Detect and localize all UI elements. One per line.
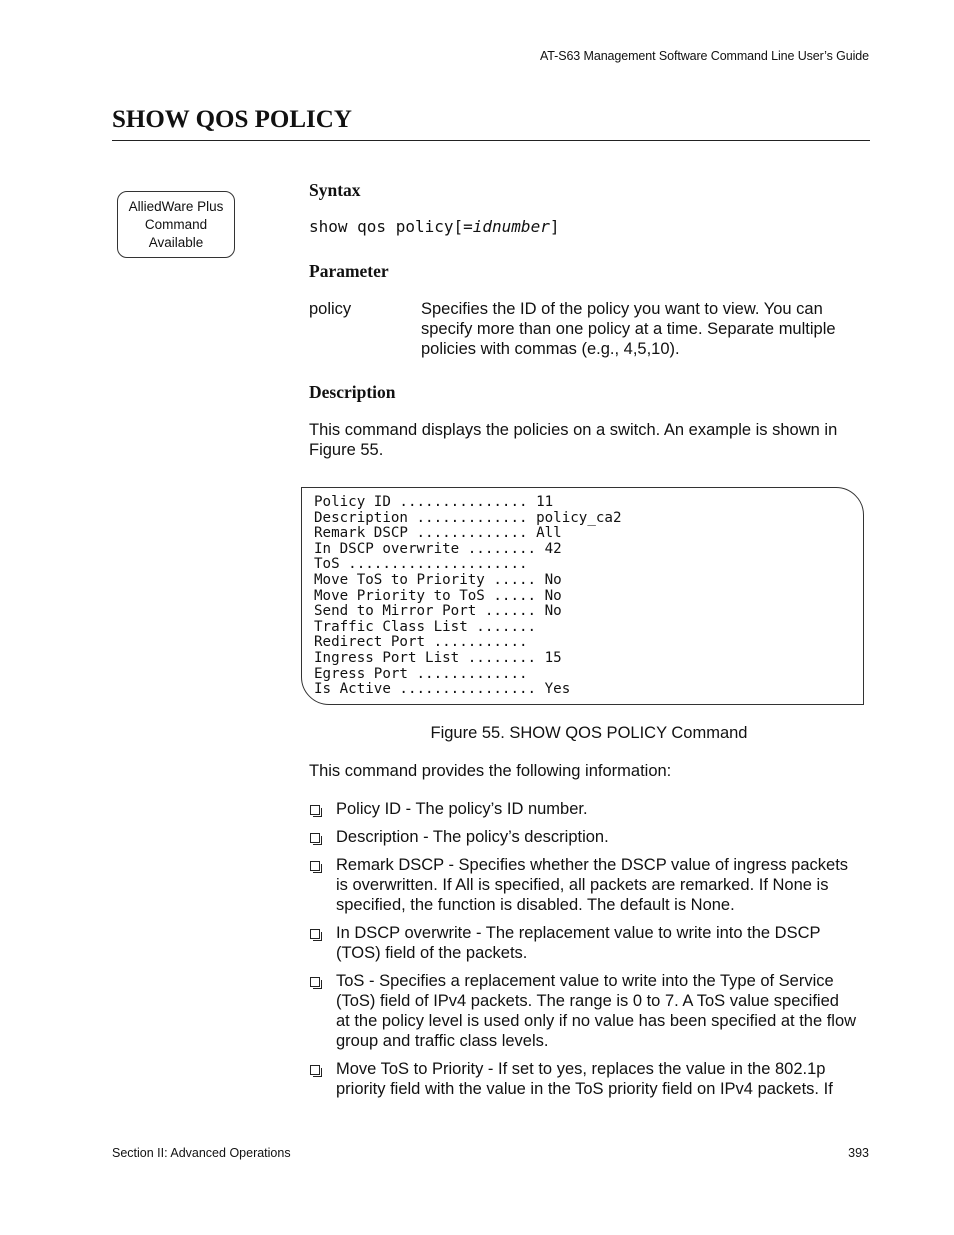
info-bullet	[309, 799, 869, 819]
output-line: Is Active ................ Yes	[314, 681, 571, 698]
output-line: Move ToS to Priority ..... No	[314, 571, 562, 588]
syntax-heading: Syntax	[309, 180, 361, 200]
bullet-line: Remark DSCP - Specifies whether the DSCP value of ingress packets	[336, 856, 849, 874]
example-output	[314, 495, 622, 698]
output-line: Egress Port .............	[314, 665, 528, 682]
output-line: Description ............. policy_ca2	[314, 509, 622, 526]
description-heading: Description	[309, 382, 396, 402]
alliedware-plus-badge	[117, 191, 235, 258]
bullet-line: is overwritten. If All is specified, all packets are remarked. If None is	[336, 876, 829, 894]
checkbox-bullet-icon	[310, 977, 320, 987]
output-line: In DSCP overwrite ........ 42	[314, 540, 562, 557]
parameter-description	[421, 299, 871, 359]
parameter-desc-line: policies with commas (e.g., 4,5,10).	[421, 340, 680, 358]
output-line: Redirect Port ...........	[314, 634, 528, 651]
figure-caption: Figure 55. SHOW QOS POLICY Command	[430, 724, 748, 742]
checkbox-bullet-icon	[310, 833, 320, 843]
bullet-line: (TOS) field of the packets.	[336, 944, 528, 962]
info-bullet	[309, 923, 869, 963]
info-bullet	[309, 1059, 869, 1099]
description-text	[309, 420, 871, 460]
parameter-heading: Parameter	[309, 261, 389, 281]
bullet-line: Policy ID - The policy’s ID number.	[336, 800, 588, 818]
output-line: Policy ID ............... 11	[314, 494, 554, 510]
checkbox-bullet-icon	[310, 805, 320, 815]
bullet-line: (ToS) field of IPv4 packets. The range is 0 to 7. A ToS value specified	[336, 992, 839, 1010]
output-line: Move Priority to ToS ..... No	[314, 587, 562, 604]
footer-section: Section II: Advanced Operations	[112, 1146, 291, 1160]
bullet-line: at the policy level is used only if no value has been specified at the flow	[336, 1012, 857, 1030]
info-intro: This command provides the following information:	[309, 762, 672, 780]
title-rule	[112, 140, 870, 141]
description-line: This command displays the policies on a switch. An example is shown in	[309, 421, 838, 439]
parameter-name: policy	[309, 300, 352, 318]
info-bullet	[309, 827, 869, 847]
output-line: Remark DSCP ............. All	[314, 525, 562, 542]
syntax-command	[309, 217, 559, 236]
parameter-desc-line: Specifies the ID of the policy you want to view. You can	[421, 300, 823, 318]
page-number: 393	[848, 1146, 869, 1160]
output-line: Send to Mirror Port ...... No	[314, 603, 562, 620]
bullet-line: priority field with the value in the ToS priority field on IPv4 packets. If	[336, 1080, 833, 1098]
bullet-line: Move ToS to Priority - If set to yes, replaces the value in the 802.1p	[336, 1060, 826, 1078]
syntax-param: idnumber	[472, 217, 550, 236]
bullet-line: group and traffic class levels.	[336, 1032, 549, 1050]
info-bullet	[309, 855, 869, 915]
bullet-line: In DSCP overwrite - The replacement value to write into the DSCP	[336, 924, 821, 942]
bullet-line: Description - The policy’s description.	[336, 828, 609, 846]
badge-line-1: AlliedWare Plus	[128, 199, 224, 214]
badge-line-2: Command	[144, 217, 208, 232]
syntax-prefix: show qos policy[=	[309, 217, 473, 236]
page-title: SHOW QOS POLICY	[112, 106, 352, 133]
description-line: Figure 55.	[309, 441, 384, 459]
badge-line-3: Available	[148, 235, 204, 250]
checkbox-bullet-icon	[310, 861, 320, 871]
syntax-suffix: ]	[549, 217, 560, 236]
running-header: AT-S63 Management Software Command Line User’s Guide	[540, 49, 869, 63]
bullet-line: specified, the function is disabled. The default is None.	[336, 896, 735, 914]
example-output-box	[301, 487, 864, 705]
info-bullet	[309, 971, 869, 1051]
checkbox-bullet-icon	[310, 929, 320, 939]
parameter-desc-line: specify more than one policy at a time. Separate multiple	[421, 320, 836, 338]
info-bullet-list	[309, 799, 869, 1107]
checkbox-bullet-icon	[310, 1065, 320, 1075]
output-line: Ingress Port List ........ 15	[314, 649, 562, 666]
output-line: Traffic Class List .......	[314, 618, 537, 635]
bullet-line: ToS - Specifies a replacement value to write into the Type of Service	[336, 972, 834, 990]
output-line: ToS .....................	[314, 556, 528, 573]
